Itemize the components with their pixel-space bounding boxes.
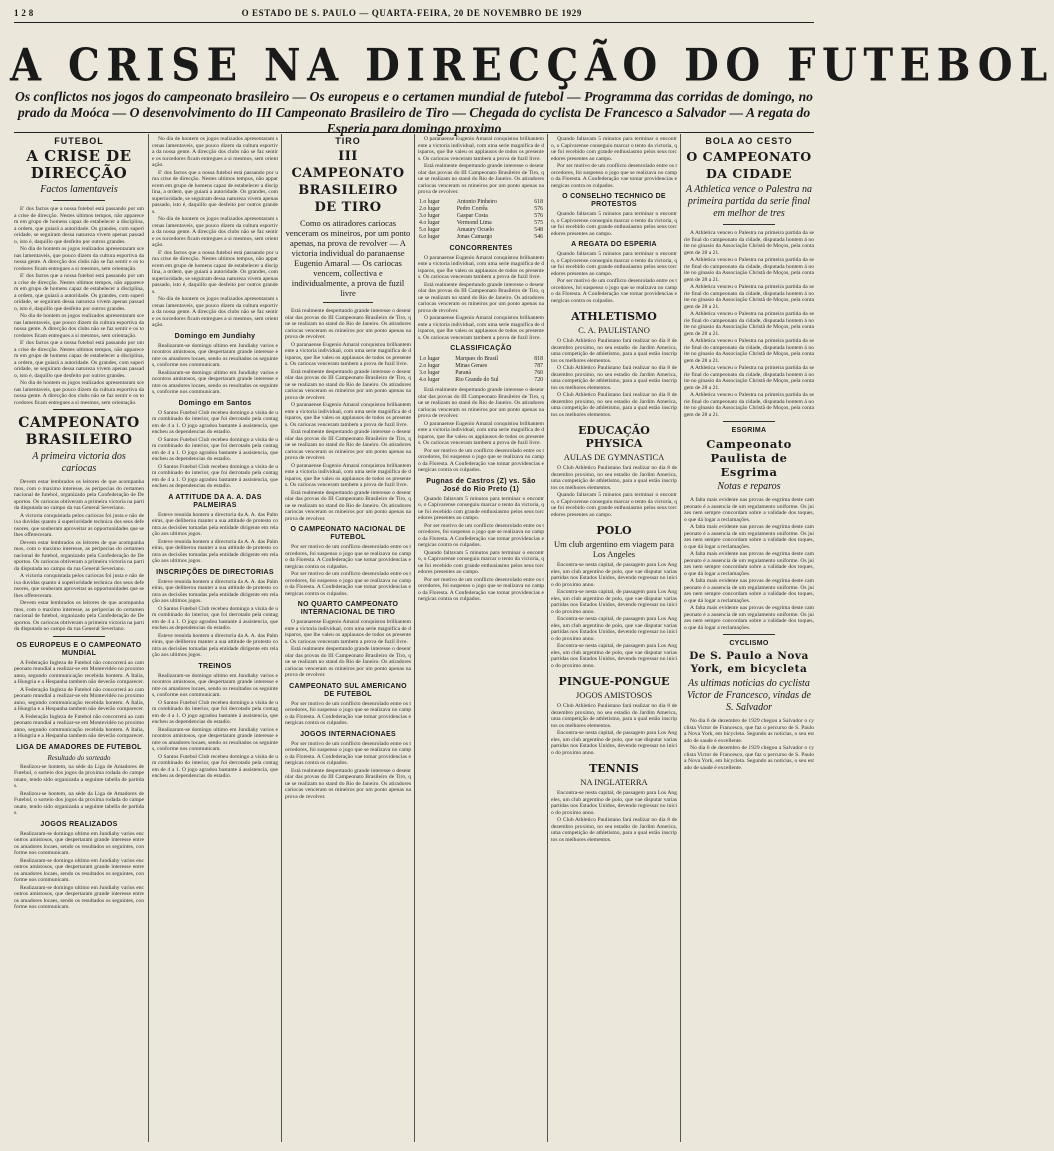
sub-heading: A REGATA DO ESPERIA	[571, 241, 657, 248]
section-subheading: Um club argentino em viagem para Los Angeles	[554, 539, 674, 559]
article-body	[14, 206, 144, 406]
paragraph: O Santos Futebol Club recebeu domingo a visita de um combinado do interior, que foi derrotado pela contagem de 4 a 1. O jogo agradou bastante á assistencia, que encheu as dependencias do estadio.	[152, 463, 278, 489]
paragraph: O paranaense Eugenio Amaral conquistou brilhantemente a victoria individual, com uma serie magnifica de disparos, que lhe valeu os applausos de todos os presentes. Os cariocas venceram tambem a prova de fuzil livre.	[285, 341, 411, 367]
paragraph: Está realmente despertando grande interesse o desenrolar das provas do III Campeonato Brasileiro de Tiro, que se realizam no stand do Rio de Janeiro. Os atiradores cariocas venceram os mineiros por um ponto apenas na prova de revolver.	[285, 489, 411, 522]
column-2	[152, 136, 278, 1141]
column-divider	[680, 134, 681, 1142]
sub-heading: Domingo em Jundiahy	[174, 332, 256, 340]
standings-body	[418, 199, 544, 241]
paragraph: O Santos Futebol Club recebeu domingo a visita de um combinado do interior, que foi derrotado pela contagem de 4 a 1. O jogo agradou bastante á assistencia, que encheu as dependencias do estadio.	[152, 605, 278, 631]
paragraph: Realizaram-se domingo ultimo em Jundiahy varios encontros amistosos, que despertaram grande interesse entre os amadores locaes, sendo os resultados os seguintes, conforme nos communicam.	[152, 672, 278, 698]
divider	[323, 302, 373, 303]
sub-heading: INSCRIPÇÕES DE DIRECTORIAS	[156, 568, 274, 576]
table-row	[418, 220, 544, 227]
paragraph: Por ser motivo de um conflicto desenrolado entre os torcedores, foi suspenso o jogo que se realizava no campo da Floresta. A Confederação vae tomar providencias energicas contra os culpados.	[285, 571, 411, 597]
paragraph: O Club Athletico Paulistano fará realizar no dia 8 de dezembro proximo, no seu estadio do Jardim America, uma competição de athletismo, para a qual estão inscriptos os melhores elementos.	[551, 365, 677, 391]
section-subheading: C. A. PAULISTANO	[578, 325, 650, 335]
paragraph: O Santos Futebol Club recebeu domingo a visita de um combinado do interior, que foi derrotado pela contagem de 4 a 1. O jogo agradou bastante á assistencia, que encheu as dependencias do estadio.	[152, 699, 278, 725]
paragraph: Quando faltavam 5 minutos para terminar o encontro, o Capivarense conseguiu marcar o tento da victoria, que foi recebido com grande enthusiasmo pelos seus torcedores presentes ao campo.	[551, 211, 677, 237]
article-body	[551, 703, 677, 756]
masthead-rule	[14, 22, 814, 23]
paragraph: Por ser motivo de um conflicto desenrolado entre os torcedores, foi suspenso o jogo que se realizava no campo da Floresta. A Confederação vae tomar providencias energicas contra os culpados.	[551, 163, 677, 189]
story-subtitle: Factos lamentaveis	[40, 184, 118, 195]
paragraph: O paranaense Eugenio Amaral conquistou brilhantemente a victoria individual, com uma serie magnifica de disparos, que lhe valeu os applausos de todos os presentes. Os cariocas venceram tambem a prova de fuzil livre.	[285, 619, 411, 645]
section-subheading: JOGOS AMISTOSOS	[575, 690, 653, 700]
deck-rule	[14, 132, 814, 133]
divider	[53, 200, 105, 201]
column-divider	[148, 134, 149, 1142]
article-body	[152, 410, 278, 490]
article-body	[551, 790, 677, 843]
paragraph: Realizaram-se domingo ultimo em Jundiahy varios encontros amistosos, que despertaram grande interesse entre os amadores locaes, sendo os resultados os seguintes, conforme nos communicam.	[14, 884, 144, 910]
story-title: Campeonato Paulista de Esgrima	[706, 437, 792, 479]
paragraph: Quando faltavam 5 minutos para terminar o encontro, o Capivarense conseguiu marcar o tento da victoria, que foi recebido com grande enthusiasmo pelos seus torcedores presentes ao campo.	[551, 136, 677, 162]
table-cell-team: Paraná	[455, 370, 471, 376]
article-body	[14, 831, 144, 911]
table-row	[418, 234, 544, 241]
masthead-title: O ESTADO DE S. PAULO — QUARTA-FEIRA, 20 DE NOVEMBRO DE 1929	[241, 8, 582, 18]
paragraph: Realizou-se hontem, na séde da Liga de Amadores de Futebol, o sorteio dos jogos da proxima rodada do campeonato, tendo sido organizada a seguinte tabella de partidas.	[14, 790, 144, 816]
story-subtitle: Notas e reparos	[717, 481, 781, 492]
paragraph: Por ser motivo de um conflicto desenrolado entre os torcedores, foi suspenso o jogo que se realizava no campo da Floresta. A Confederação vae tomar providencias energicas contra os culpados.	[285, 544, 411, 570]
paragraph: E' dos factos que a nossa futebol está passando por uma crise de direcção. Nestes ultimos tempos, não apparecem em grupo de homens capaz de estabelecer a disciplina, a ordem, que guiará a autoridade. Os grandes, com superioridade, se seguiram dessa natureza vivem apenas passado, isto é, daquillo que desfeito por outros grandes.	[14, 206, 144, 245]
sub-heading-note: Resultado do sorteado	[47, 753, 111, 762]
paragraph: Por ser motivo de um conflicto desenrolado entre os torcedores, foi suspenso o jogo que se realizava no campo da Floresta. A Confederação vae tomar providencias energicas contra os culpados.	[285, 700, 411, 726]
divider	[53, 409, 105, 410]
section-heading: ATHLETISMO	[571, 310, 657, 323]
paragraph: Está realmente despertando grande interesse o desenrolar das provas do III Campeonato Brasileiro de Tiro, que se realizam no stand do Rio de Janeiro. Os atiradores cariocas venceram os mineiros por um ponto apenas na prova de revolver.	[418, 281, 544, 314]
article-body	[418, 255, 544, 342]
sub-heading: JOGOS INTERNACIONAES	[300, 730, 396, 738]
article-body	[551, 562, 677, 669]
paragraph: Devem estar lembrados os leitores de que acompanhamos, com o maximo interesse, as peripecias do certamen nacional de futebol, organizado pela Confederação de Desportos. Os cariocas obtiveram a primeira victoria na partida disputada no campo da rua General Severiano.	[14, 600, 145, 632]
story-subtitle: As ultimas noticias do cyclista Victor de Francesco, vindas de S. Salvador	[687, 678, 811, 713]
paragraph: A Athletica venceu o Palestra na primeira partida da serie final do campeonato da cidade, disputada hontem á noite no ginasio da Associação Christã de Moços, pela contagem de 28 a 21.	[684, 284, 814, 310]
column-3	[285, 136, 411, 1141]
sub-heading: TREINOS	[198, 662, 232, 670]
table-cell-team: Antonio Pinheiro	[456, 198, 497, 205]
sub-heading: O CONSELHO TECHNICO DE PROTESTOS	[562, 193, 666, 208]
paragraph: Está realmente despertando grande interesse o desenrolar das provas do III Campeonato Brasileiro de Tiro, que se realizam no stand do Rio de Janeiro. Os atiradores cariocas venceram os mineiros por um ponto apenas na prova de revolver.	[285, 646, 411, 678]
paragraph: Devem estar lembrados os leitores de que acompanhamos, com o maximo interesse, as peripecias do certamen nacional de futebol, organizado pela Confederação de Desportos. Os cariocas obtiveram a primeira victoria na partida disputada no campo da rua General Severiano.	[14, 479, 145, 511]
article-body	[14, 764, 144, 817]
table-row	[418, 213, 544, 220]
sub-heading: CAMPEONATO SUL AMERICANO DE FUTEBOL	[289, 682, 407, 698]
article-body	[285, 619, 411, 679]
section-subheading: NA INGLATERRA	[580, 777, 648, 787]
paragraph: E' dos factos que a nossa futebol está passando por uma crise de direcção. Nestes ultimos tempos, não apparecem em grupo de homens capaz de estabelecer a disciplina, a ordem, que guiará a autoridade. Os grandes, com superioridade, se seguiram dessa natureza vivem apenas passado, isto é, daquillo que desfeito por outros grandes.	[14, 273, 144, 312]
article-body	[152, 343, 278, 396]
divider	[723, 421, 775, 422]
paragraph: No dia de hontem os jogos realizados apresentaram scenas lamentaveis, que pouco dizem da cultura esportiva da nossa gente. A direcção dos clubs não se faz sentir e os torcedores ficam entregues a si mesmos, sem orientação.	[14, 246, 144, 272]
section-heading: TENNIS	[589, 762, 639, 775]
paragraph: Encontra-se nesta capital, de passagem para Los Angeles, um club argentino de polo, que vae disputar varias partidas nos Estados Unidos, devendo regressar no inicio do proximo anno.	[551, 589, 677, 615]
table-cell-score: 548	[534, 226, 543, 233]
paragraph: A falta mais evidente nas provas de esgrima deste campeonato é a ausencia de um regulamento uniforme. Os juizes nem sempre concordam sobre a validade dos toques, o que dá logar a reclamações.	[684, 605, 814, 631]
table-cell-pos: 3.o lugar	[419, 370, 440, 376]
paragraph: Por ser motivo de um conflicto desenrolado entre os torcedores, foi suspenso o jogo que se realizava no campo da Floresta. A Confederação vae tomar providencias energicas contra os culpados.	[285, 740, 411, 766]
paragraph: E' dos factos que a nossa futebol está passando por uma crise de direcção. Nestes ultimos tempos, não apparecem em grupo de homens capaz de estabelecer a disciplina, a ordem, que guiará a autoridade. Os grandes, com superioridade, se seguiram dessa natureza vivem apenas passado, isto é, daquillo que desfeito por outros grandes.	[14, 340, 144, 379]
paragraph: A falta mais evidente nas provas de esgrima deste campeonato é a ausencia de um regulamento uniforme. Os juizes nem sempre concordam sobre a validade dos toques, o que dá logar a reclamações.	[684, 551, 814, 577]
paragraph: Encontra-se nesta capital, de passagem para Los Angeles, um club argentino de polo, que vae disputar varias partidas nos Estados Unidos, devendo regressar no inicio do proximo anno.	[551, 730, 677, 756]
paragraph: Está realmente despertando grande interesse o desenrolar das provas do III Campeonato Brasileiro de Tiro, que se realizam no stand do Rio de Janeiro. Os atiradores cariocas venceram os mineiros por um ponto apenas na prova de revolver.	[285, 767, 411, 800]
paragraph: O Santos Futebol Club recebeu domingo a visita de um combinado do interior, que foi derrotado pela contagem de 4 a 1. O jogo agradou bastante á assistencia, que encheu as dependencias do estadio.	[152, 753, 278, 779]
paragraph: No dia 6 de dezembro de 1929 chegou a Salvador o cyclista Victor de Francesco, que faz o percurso de S. Paulo a Nova York, em bicycleta. Segundo as noticias, o seu estado de saude é excellente.	[684, 745, 814, 771]
section-heading: EDUCAÇÃO PHYSICA	[578, 424, 650, 450]
column-4	[418, 136, 544, 1141]
paragraph: O Santos Futebol Club recebeu domingo a visita de um combinado do interior, que foi derrotado pela contagem de 4 a 1. O jogo agradou bastante á assistencia, que encheu as dependencias do estadio.	[152, 436, 278, 462]
paragraph: O Santos Futebol Club recebeu domingo a visita de um combinado do interior, que foi derrotado pela contagem de 4 a 1. O jogo agradou bastante á assistencia, que encheu as dependencias do estadio.	[152, 409, 278, 435]
masthead-line	[14, 6, 814, 20]
paragraph: A Athletica venceu o Palestra na primeira partida da serie final do campeonato da cidade, disputada hontem á noite no ginasio da Associação Christã de Moços, pela contagem de 28 a 21.	[684, 338, 814, 364]
paragraph: Realizaram-se domingo ultimo em Jundiahy varios encontros amistosos, que despertaram grande interesse entre os amadores locaes, sendo os resultados os seguintes, conforme nos communicam.	[152, 726, 278, 752]
paragraph: A Federação Ingleza de Futebol não concorrerá ao campeonato mundial a realizar-se em Montevidéo no proximo anno, segundo communicação recebida hontem. A Italia, a Hungria e a Hespanha tambem não deverão comparecer.	[14, 659, 144, 685]
paragraph: No dia 6 de dezembro de 1929 chegou a Salvador o cyclista Victor de Francesco, que faz o percurso de S. Paulo a Nova York, em bicycleta. Segundo as noticias, o seu estado de saude é excellente.	[684, 718, 814, 744]
paragraph: A victoria conquistada pelos cariocas foi justa e não deixa duvidas quanto á superioridade technica dos seus defensores, que souberam aproveitar as opportunidades que se lhes offereceram.	[14, 512, 144, 538]
article-body	[285, 308, 411, 522]
story-subtitle: Como os atiradores cariocas venceram os mineiros, por um ponto apenas, na prova de revolver — A victoria individual do paranaense Eugenio Amaral — Os cariocas vencem, collectiva e individualmente, a prova de fuzil livre	[285, 218, 411, 298]
story-subtitle: A primeira victoria dos cariocas	[32, 451, 126, 474]
paragraph: O paranaense Eugenio Amaral conquistou brilhantemente a victoria individual, com uma serie magnifica de disparos, que lhe valeu os applausos de todos os presentes. Os cariocas venceram tambem a prova de fuzil livre.	[285, 402, 411, 428]
paragraph: Esteve reunida hontem a directoria da A. A. das Palmeiras, que deliberou manter a sua attitude de protesto contra as decisões tomadas pela entidade dirigente em relação aos ultimos jogos.	[152, 632, 278, 658]
table-row	[418, 377, 544, 384]
paragraph: Realizaram-se domingo ultimo em Jundiahy varios encontros amistosos, que despertaram grande interesse entre os amadores locaes, sendo os resultados os seguintes, conforme nos communicam.	[14, 830, 144, 856]
paragraph: Encontra-se nesta capital, de passagem para Los Angeles, um club argentino de polo, que vae disputar varias partidas nos Estados Unidos, devendo regressar no inicio do proximo anno.	[551, 562, 677, 588]
article-body	[418, 136, 544, 196]
story-title: CAMPEONATO BRASILEIRO	[18, 415, 140, 448]
paragraph: A falta mais evidente nas provas de esgrima deste campeonato é a ausencia de um regulamento uniforme. Os juizes nem sempre concordam sobre a validade dos toques, o que dá logar a reclamações.	[684, 497, 814, 523]
paragraph: E' dos factos que a nossa futebol está passando por uma crise de direcção. Nestes ultimos tempos, não apparecem em grupo de homens capaz de estabelecer a disciplina, a ordem, que guiará a autoridade. Os grandes, com superioridade, se seguiram dessa natureza vivem apenas passado, isto é, daquillo que desfeito por outros grandes.	[152, 169, 278, 215]
paragraph: Encontra-se nesta capital, de passagem para Los Angeles, um club argentino de polo, que vae disputar varias partidas nos Estados Unidos, devendo regressar no inicio do proximo anno.	[551, 643, 677, 669]
paragraph: O paranaense Eugenio Amaral conquistou brilhantemente a victoria individual, com uma serie magnifica de disparos, que lhe valeu os applausos de todos os presentes. Os cariocas venceram tambem a prova de fuzil livre.	[418, 254, 544, 280]
article-body	[684, 230, 814, 418]
sub-heading: OS EUROPEUS E O CAMPEONATO MUNDIAL	[16, 641, 142, 657]
sub-heading: CLASSIFICAÇÃO	[450, 345, 512, 352]
section-label: BOLA AO CESTO	[705, 136, 793, 146]
paragraph: Por ser motivo de um conflicto desenrolado entre os torcedores, foi suspenso o jogo que se realizava no campo da Floresta. A Confederação vae tomar providencias energicas contra os culpados.	[418, 447, 544, 473]
article-body	[285, 544, 411, 597]
column-divider	[414, 134, 415, 1142]
paragraph: Por ser motivo de um conflicto desenrolado entre os torcedores, foi suspenso o jogo que se realizava no campo da Floresta. A Confederação vae tomar providencias energicas contra os culpados.	[418, 576, 544, 602]
table-cell-pos: 2.o lugar	[419, 363, 440, 369]
column-5	[551, 136, 677, 1141]
page-number: 1 2 8	[14, 8, 34, 18]
table-row	[418, 206, 544, 213]
paragraph: No dia de hontem os jogos realizados apresentaram scenas lamentaveis, que pouco dizem da cultura esportiva da nossa gente. A direcção dos clubs não se faz sentir e os torcedores ficam entregues a si mesmos, sem orientação.	[152, 216, 278, 248]
sub-heading: Pugnas de Castros (Z) vs. São José do Rio Preto (1)	[426, 477, 536, 493]
article-body	[551, 136, 677, 189]
table-cell-pos: 5.o lugar	[419, 226, 440, 233]
paragraph: Está realmente despertando grande interesse o desenrolar das provas do III Campeonato Brasileiro de Tiro, que se realizam no stand do Rio de Janeiro. Os atiradores cariocas venceram os mineiros por um ponto apenas na prova de revolver.	[285, 308, 411, 340]
table-row	[418, 370, 544, 377]
paragraph: Está realmente despertando grande interesse o desenrolar das provas do III Campeonato Brasileiro de Tiro, que se realizam no stand do Rio de Janeiro. Os atiradores cariocas venceram os mineiros por um ponto apenas na prova de revolver.	[285, 368, 411, 401]
article-body	[551, 338, 677, 418]
table-cell-score: 576	[534, 212, 543, 219]
paragraph: A falta mais evidente nas provas de esgrima deste campeonato é a ausencia de um regulamento uniforme. Os juizes nem sempre concordam sobre a validade dos toques, o que dá logar a reclamações.	[684, 524, 814, 550]
table-cell-team: Pedro Corrêa	[456, 205, 488, 212]
paragraph: A Federação Ingleza de Futebol não concorrerá ao campeonato mundial a realizar-se em Montevidéo no proximo anno, segundo communicação recebida hontem. A Italia, a Hungria e a Hespanha tambem não deverão comparecer.	[14, 686, 144, 712]
paragraph: Encontra-se nesta capital, de passagem para Los Angeles, um club argentino de polo, que vae disputar varias partidas nos Estados Unidos, devendo regressar no inicio do proximo anno.	[551, 616, 677, 642]
section-label: TIRO	[335, 136, 361, 146]
paragraph: No dia de hontem os jogos realizados apresentaram scenas lamentaveis, que pouco dizem da cultura esportiva da nossa gente. A direcção dos clubs não se faz sentir e os torcedores ficam entregues a si mesmos, sem orientação.	[14, 380, 144, 406]
section-heading: POLO	[596, 524, 632, 537]
paragraph: A Athletica venceu o Palestra na primeira partida da serie final do campeonato da cidade, disputada hontem á noite no ginasio da Associação Christã de Moços, pela contagem de 28 a 21.	[684, 311, 814, 337]
sub-heading: CYCLISMO	[729, 640, 769, 647]
paragraph: Está realmente despertando grande interesse o desenrolar das provas do III Campeonato Brasileiro de Tiro, que se realizam no stand do Rio de Janeiro. Os atiradores cariocas venceram os mineiros por um ponto apenas na prova de revolver.	[285, 429, 411, 461]
sub-heading: ESGRIMA	[731, 427, 767, 434]
article-body	[152, 512, 278, 565]
article-body	[551, 465, 677, 518]
paragraph: Devem estar lembrados os leitores de que acompanhamos, com o maximo interesse, as peripecias do certamen nacional de futebol, organizado pela Confederação de Desportos. Os cariocas obtiveram a primeira victoria na partida disputada no campo da rua General Severiano.	[14, 539, 145, 572]
column-1	[14, 136, 144, 1141]
paragraph: Esteve reunida hontem a directoria da A. A. das Palmeiras, que deliberou manter a sua attitude de protesto contra as decisões tomadas pela entidade dirigente em relação aos ultimos jogos.	[152, 578, 278, 604]
paragraph: O Club Athletico Paulistano fará realizar no dia 8 de dezembro proximo, no seu estadio do Jardim America, uma competição de athletismo, para a qual estão inscriptos os melhores elementos.	[551, 465, 677, 491]
divider	[53, 636, 105, 637]
sub-heading: LIGA DE AMADORES DE FUTEBOL	[16, 743, 142, 751]
paragraph: Realizaram-se domingo ultimo em Jundiahy varios encontros amistosos, que despertaram grande interesse entre os amadores locaes, sendo os resultados os seguintes, conforme nos communicam.	[14, 857, 144, 883]
paragraph: Por ser motivo de um conflicto desenrolado entre os torcedores, foi suspenso o jogo que se realizava no campo da Floresta. A Confederação vae tomar providencias energicas contra os culpados.	[418, 522, 544, 548]
paragraph: O paranaense Eugenio Amaral conquistou brilhantemente a victoria individual, com uma serie magnifica de disparos, que lhe valeu os applausos de todos os presentes. Os cariocas venceram tambem a prova de fuzil livre.	[418, 136, 544, 162]
column-6	[684, 136, 814, 1141]
article-body	[14, 479, 144, 633]
story-title: A CRISE DE DIRECÇÃO	[26, 147, 132, 182]
article-body	[14, 660, 144, 740]
table-cell-pos: 6.o lugar	[419, 233, 440, 240]
paragraph: No dia de hontem os jogos realizados apresentaram scenas lamentaveis, que pouco dizem da cultura esportiva da nossa gente. A direcção dos clubs não se faz sentir e os torcedores ficam entregues a si mesmos, sem orientação.	[14, 313, 144, 339]
main-headline: A CRISE NA DIRECÇÃO DO FUTEBOL	[10, 38, 1054, 92]
table-row	[418, 356, 544, 363]
column-divider	[281, 134, 282, 1142]
paragraph: Quando faltavam 5 minutos para terminar o encontro, o Capivarense conseguiu marcar o tento da victoria, que foi recebido com grande enthusiasmo pelos seus torcedores presentes ao campo.	[418, 549, 544, 575]
table-row	[418, 363, 544, 370]
sub-heading: NO QUARTO CAMPEONATO INTERNACIONAL DE TIRO	[297, 601, 399, 616]
table-cell-pos: 2.o lugar	[419, 205, 440, 212]
table-cell-team: Marques do Brasil	[455, 356, 499, 362]
story-title: O CAMPEONATO DA CIDADE	[686, 149, 812, 181]
paragraph: A falta mais evidente nas provas de esgrima deste campeonato é a ausencia de um regulamento uniforme. Os juizes nem sempre concordam sobre a validade dos toques, o que dá logar a reclamações.	[684, 578, 814, 604]
story-title: De S. Paulo a Nova York, em bicycleta	[689, 650, 809, 675]
table-cell-pos: 3.o lugar	[419, 212, 440, 219]
table-cell-team: Rio Grande do Sul	[455, 377, 499, 383]
table-cell-pos: 1.o lugar	[419, 356, 440, 362]
paragraph: Realizaram-se domingo ultimo em Jundiahy varios encontros amistosos, que despertaram grande interesse entre os amadores locaes, sendo os resultados os seguintes, conforme nos communicam.	[152, 369, 278, 395]
article-body	[684, 718, 814, 771]
paragraph: A Athletica venceu o Palestra na primeira partida da serie final do campeonato da cidade, disputada hontem á noite no ginasio da Associação Christã de Moços, pela contagem de 28 a 21.	[684, 392, 814, 418]
table-cell-score: 575	[534, 219, 543, 226]
table-cell-score: 618	[534, 198, 543, 205]
section-subheading: AULAS DE GYMNASTICA	[563, 452, 665, 462]
paragraph: Quando faltavam 5 minutos para terminar o encontro, o Capivarense conseguiu marcar o tento da victoria, que foi recebido com grande enthusiasmo pelos seus torcedores presentes ao campo.	[551, 251, 677, 277]
article-body	[551, 251, 677, 304]
table-cell-score: 787	[534, 363, 543, 369]
paragraph: O Club Athletico Paulistano fará realizar no dia 8 de dezembro proximo, no seu estadio do Jardim America, uma competição de athletismo, para a qual estão inscriptos os melhores elementos.	[551, 703, 677, 729]
paragraph: A Athletica venceu o Palestra na primeira partida da serie final do campeonato da cidade, disputada hontem á noite no ginasio da Associação Christã de Moços, pela contagem de 28 a 21.	[684, 365, 814, 391]
sub-heading: Domingo em Santos	[178, 399, 252, 407]
paragraph: No dia de hontem os jogos realizados apresentaram scenas lamentaveis, que pouco dizem da cultura esportiva da nossa gente. A direcção dos clubs não se faz sentir e os torcedores ficam entregues a si mesmos, sem orientação.	[152, 136, 278, 168]
paragraph: No dia de hontem os jogos realizados apresentaram scenas lamentaveis, que pouco dizem da cultura esportiva da nossa gente. A direcção dos clubs não se faz sentir e os torcedores ficam entregues a si mesmos, sem orientação.	[152, 296, 278, 328]
paragraph: Encontra-se nesta capital, de passagem para Los Angeles, um club argentino de polo, que vae disputar varias partidas nos Estados Unidos, devendo regressar no inicio do proximo anno.	[551, 790, 677, 816]
table-cell-pos: 1.o lugar	[419, 198, 440, 205]
table-cell-pos: 4.o lugar	[419, 219, 440, 226]
sub-heading: CONCORRENTES	[449, 244, 513, 252]
article-body	[285, 701, 411, 727]
article-body	[684, 497, 814, 631]
article-body	[152, 136, 278, 329]
table-cell-score: 818	[534, 356, 543, 362]
table-cell-team: Minas Geraes	[455, 363, 488, 369]
table-cell-team: Gaspar Costa	[456, 212, 488, 219]
paragraph: A Athletica venceu o Palestra na primeira partida da serie final do campeonato da cidade, disputada hontem á noite no ginasio da Associação Christã de Moços, pela contagem de 28 a 21.	[684, 230, 814, 256]
paragraph: Esteve reunida hontem a directoria da A. A. das Palmeiras, que deliberou manter a sua attitude de protesto contra as decisões tomadas pela entidade dirigente em relação aos ultimos jogos.	[152, 538, 278, 564]
standings-table	[418, 199, 544, 241]
article-body	[418, 387, 544, 474]
table-row	[418, 199, 544, 206]
table-cell-team: Vermond Lima	[456, 219, 492, 226]
paragraph: O Club Athletico Paulistano fará realizar no dia 8 de dezembro proximo, no seu estadio do Jardim America, uma competição de athletismo, para a qual estão inscriptos os melhores elementos.	[551, 392, 677, 418]
sub-heading: O CAMPEONATO NACIONAL DE FUTEBOL	[290, 526, 406, 541]
article-body	[152, 579, 278, 659]
paragraph: A Athletica venceu o Palestra na primeira partida da serie final do campeonato da cidade, disputada hontem á noite no ginasio da Associação Christã de Moços, pela contagem de 28 a 21.	[684, 257, 814, 283]
headline-deck: Os conflictos nos jogos do campeonato brasileiro — Os europeus e o certamen mundial de futebol — Programma das corridas de domingo, no prado da Moóca — O desenvolvimento do III Campeonato Brasileiro de Tiro — Chegada do cyclista De Francesco a Salvador — A regata do Esperia para domingo proximo	[15, 89, 813, 136]
paragraph: O Club Athletico Paulistano fará realizar no dia 8 de dezembro proximo, no seu estadio do Jardim America, uma competição de athletismo, para a qual estão inscriptos os melhores elementos.	[551, 817, 677, 843]
paragraph: O Club Athletico Paulistano fará realizar no dia 8 de dezembro proximo, no seu estadio do Jardim America, uma competição de athletismo, para a qual estão inscriptos os melhores elementos.	[551, 338, 677, 364]
sub-heading: A ATTITUDE DA A. A. DAS PALMEIRAS	[168, 493, 262, 509]
table-cell-team: Jonas Camargo	[456, 233, 493, 240]
table-cell-score: 576	[534, 205, 543, 212]
table-cell-score: 760	[534, 370, 543, 376]
paragraph: O paranaense Eugenio Amaral conquistou brilhantemente a victoria individual, com uma serie magnifica de disparos, que lhe valeu os applausos de todos os presentes. Os cariocas venceram tambem a prova de fuzil livre.	[418, 315, 544, 341]
paragraph: Esteve reunida hontem a directoria da A. A. das Palmeiras, que deliberou manter a sua attitude de protesto contra as decisões tomadas pela entidade dirigente em relação aos ultimos jogos.	[152, 511, 278, 537]
column-divider	[547, 134, 548, 1142]
paragraph: Está realmente despertando grande interesse o desenrolar das provas do III Campeonato Brasileiro de Tiro, que se realizam no stand do Rio de Janeiro. Os atiradores cariocas venceram os mineiros por um ponto apenas na prova de revolver.	[418, 163, 544, 195]
story-title: III CAMPEONATO BRASILEIRO DE TIRO	[291, 149, 405, 215]
paragraph: E' dos factos que a nossa futebol está passando por uma crise de direcção. Nestes ultimos tempos, não apparecem em grupo de homens capaz de estabelecer a disciplina, a ordem, que guiará a autoridade. Os grandes, com superioridade, se seguiram dessa natureza vivem apenas passado, isto é, daquillo que desfeito por outros grandes.	[152, 249, 278, 295]
article-body	[551, 211, 677, 237]
article-body	[152, 673, 278, 780]
table-cell-score: 720	[534, 377, 543, 383]
article-body	[418, 496, 544, 603]
section-label: FUTEBOL	[54, 136, 104, 146]
divider	[723, 634, 775, 635]
paragraph: Quando faltavam 5 minutos para terminar o encontro, o Capivarense conseguiu marcar o tento da victoria, que foi recebido com grande enthusiasmo pelos seus torcedores presentes ao campo.	[551, 492, 677, 518]
paragraph: O paranaense Eugenio Amaral conquistou brilhantemente a victoria individual, com uma serie magnifica de disparos, que lhe valeu os applausos de todos os presentes. Os cariocas venceram tambem a prova de fuzil livre.	[418, 420, 544, 446]
divider	[723, 224, 775, 225]
classification-body	[418, 356, 544, 384]
paragraph: Realizou-se hontem, na séde da Liga de Amadores de Futebol, o sorteio dos jogos da proxima rodada do campeonato, tendo sido organizada a seguinte tabella de partidas.	[14, 763, 144, 789]
story-subtitle: A Athletica vence o Palestra na primeira partida da serie final em melhor de tres	[686, 184, 812, 219]
table-cell-team: Amaury Ocuelo	[456, 226, 494, 233]
paragraph: Por ser motivo de um conflicto desenrolado entre os torcedores, foi suspenso o jogo que se realizava no campo da Floresta. A Confederação vae tomar providencias energicas contra os culpados.	[551, 278, 677, 304]
paragraph: Está realmente despertando grande interesse o desenrolar das provas do III Campeonato Brasileiro de Tiro, que se realizam no stand do Rio de Janeiro. Os atiradores cariocas venceram os mineiros por um ponto apenas na prova de revolver.	[418, 387, 544, 419]
classification-table	[418, 356, 544, 384]
table-row	[418, 227, 544, 234]
paragraph: O paranaense Eugenio Amaral conquistou brilhantemente a victoria individual, com uma serie magnifica de disparos, que lhe valeu os applausos de todos os presentes. Os cariocas venceram tambem a prova de fuzil livre.	[285, 462, 411, 488]
paragraph: A victoria conquistada pelos cariocas foi justa e não deixa duvidas quanto á superioridade technica dos seus defensores, que souberam aproveitar as opportunidades que se lhes offereceram.	[14, 573, 144, 599]
paragraph: Quando faltavam 5 minutos para terminar o encontro, o Capivarense conseguiu marcar o tento da victoria, que foi recebido com grande enthusiasmo pelos seus torcedores presentes ao campo.	[418, 495, 544, 521]
paragraph: Realizaram-se domingo ultimo em Jundiahy varios encontros amistosos, que despertaram grande interesse entre os amadores locaes, sendo os resultados os seguintes, conforme nos communicam.	[152, 342, 278, 368]
table-cell-score: 546	[534, 233, 543, 240]
section-heading: PINGUE-PONGUE	[558, 675, 670, 688]
paragraph: A Federação Ingleza de Futebol não concorrerá ao campeonato mundial a realizar-se em Montevidéo no proximo anno, segundo communicação recebida hontem. A Italia, a Hungria e a Hespanha tambem não deverão comparecer.	[14, 713, 144, 739]
article-body	[285, 741, 411, 801]
table-cell-pos: 4.o lugar	[419, 377, 440, 383]
sub-heading: JOGOS REALIZADOS	[40, 820, 118, 828]
